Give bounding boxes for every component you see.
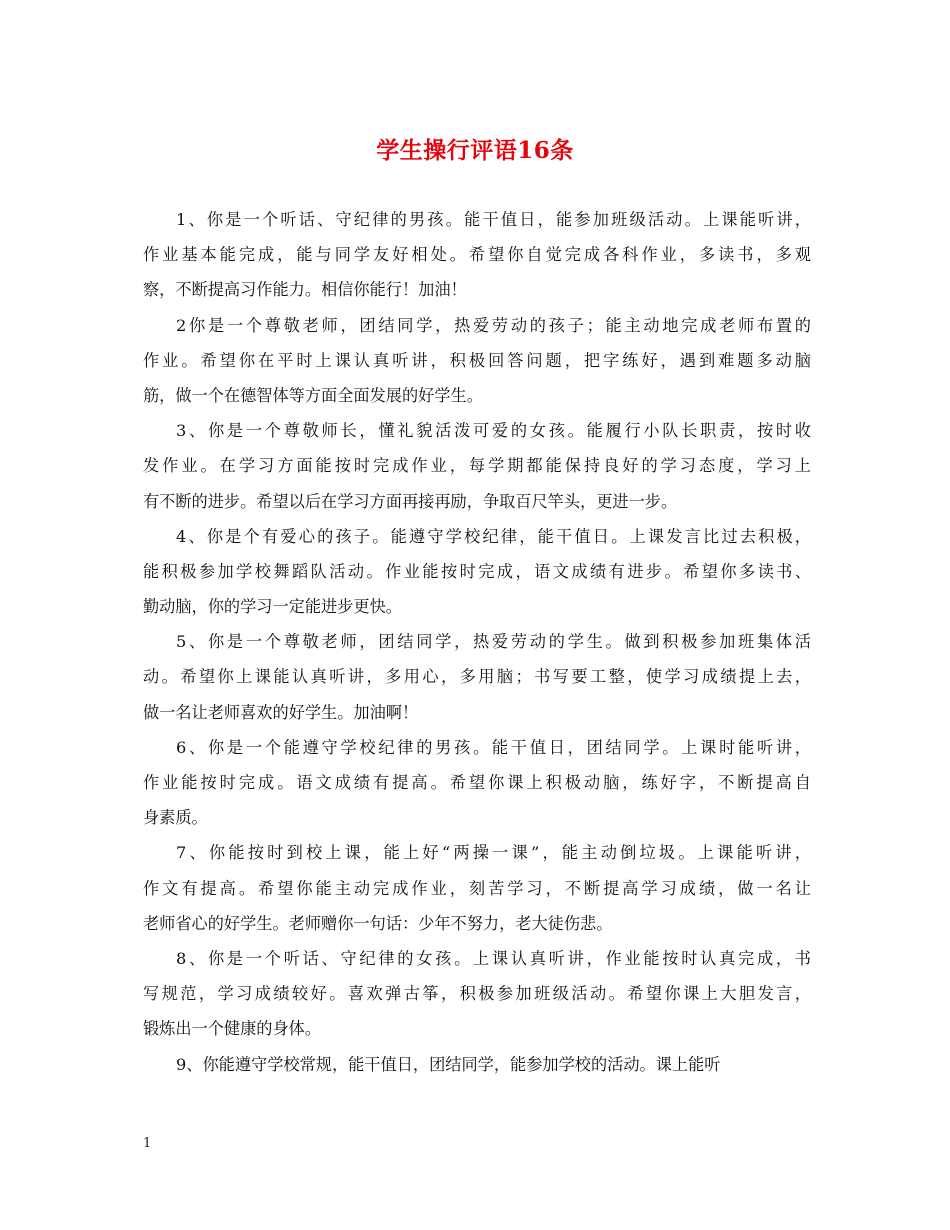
body-text-line: 发作业。在学习方面能按时完成作业，每学期都能保持良好的学习态度，学习上	[143, 456, 811, 476]
body-text-line: 写规范，学习成绩较好。喜欢弹古筝，积极参加班级活动。希望你课上大胆发言，	[143, 984, 811, 1004]
body-text-line: 察，不断提高习作能力。相信你能行！加油！	[143, 280, 467, 300]
body-text-line: 1、你是一个听话、守纪律的男孩。能干值日，能参加班级活动。上课能听讲，	[176, 210, 811, 229]
body-text-line: 2你是一个尊敬老师，团结同学，热爱劳动的孩子；能主动地完成老师布置的	[176, 315, 811, 335]
body-text-line: 7、你能按时到校上课，能上好“两操一课”，能主动倒垃圾。上课能听讲，	[176, 843, 811, 863]
document-body	[143, 202, 811, 1082]
body-text-line: 9、你能遵守学校常规，能干值日，团结同学，能参加学校的活动。课上能听	[176, 1054, 721, 1074]
body-text-line: 动。希望你上课能认真听讲，多用心，多用脑；书写要工整，使学习成绩提上去，	[143, 667, 811, 687]
body-text-line: 3、你是一个尊敬师长，懂礼貌活泼可爱的女孩。能履行小队长职责，按时收	[176, 421, 811, 441]
document-title: 学生操行评语16条	[376, 137, 574, 164]
body-text-line: 8、你是一个听话、守纪律的女孩。上课认真听讲，作业能按时认真完成，书	[176, 948, 811, 968]
body-text-line: 5、你是一个尊敬老师，团结同学，热爱劳动的学生。做到积极参加班集体活	[176, 632, 811, 652]
body-text-line: 有不断的进步。希望以后在学习方面再接再励，争取百尺竿头，更进一步。	[143, 491, 678, 511]
body-text-line: 做一名让老师喜欢的好学生。加油啊！	[143, 702, 419, 722]
body-text-line: 作文有提高。希望你能主动完成作业，刻苦学习，不断提高学习成绩，做一名让	[143, 878, 811, 898]
body-text-line: 作业能按时完成。语文成绩有提高。希望你课上积极动脑，练好字，不断提高自	[143, 773, 811, 792]
body-text-line: 6、你是一个能遵守学校纪律的男孩。能干值日，团结同学。上课时能听讲，	[176, 737, 811, 757]
body-text-line: 勤动脑，你的学习一定能进步更快。	[143, 597, 402, 617]
body-text-line: 老师省心的好学生。老师赠你一句话：少年不努力，老大徒伤悲。	[143, 913, 613, 933]
page-number: 1	[143, 1136, 152, 1151]
body-text-line: 筋，做一个在德智体等方面全面发展的好学生。	[143, 385, 483, 405]
body-text-line: 身素质。	[143, 808, 208, 828]
body-text-line: 作业基本能完成，能与同学友好相处。希望你自觉完成各科作业，多读书，多观	[143, 245, 811, 265]
body-text-line: 锻炼出一个健康的身体。	[143, 1019, 322, 1039]
body-text-line: 作业。希望你在平时上课认真听讲，积极回答问题，把字练好，遇到难题多动脑	[143, 350, 811, 370]
body-text-line: 4、你是个有爱心的孩子。能遵守学校纪律，能干值日。上课发言比过去积极，	[176, 526, 811, 546]
body-text-line: 能积极参加学校舞蹈队活动。作业能按时完成，语文成绩有进步。希望你多读书、	[143, 561, 811, 581]
